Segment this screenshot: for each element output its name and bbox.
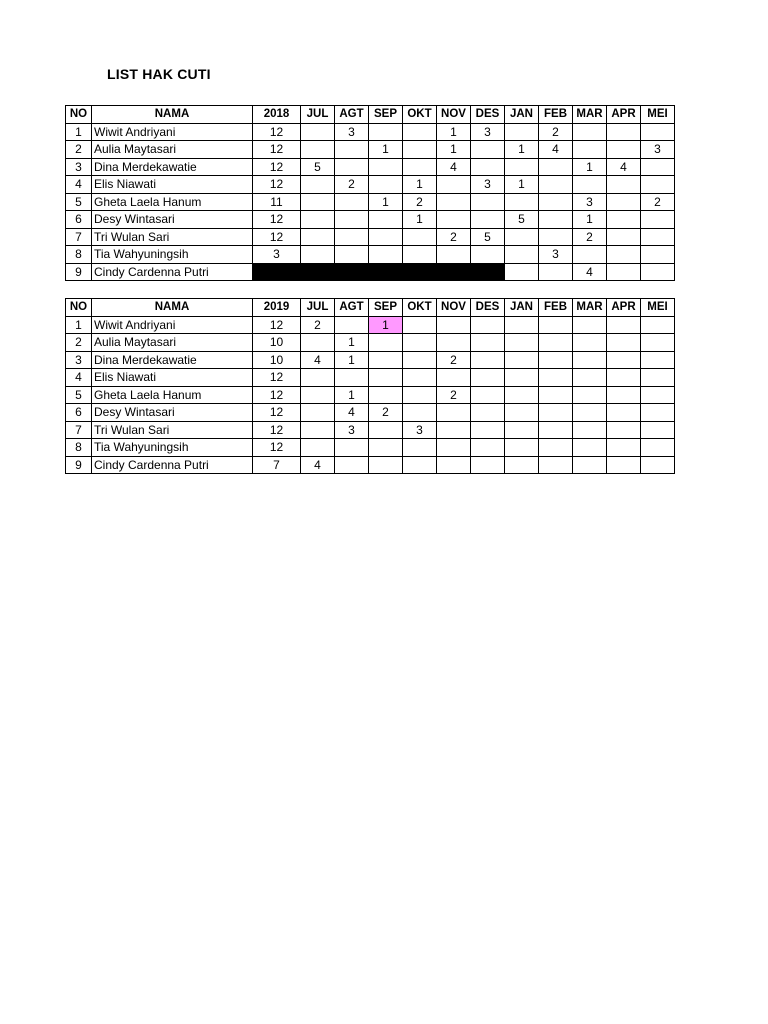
column-header: JUL bbox=[301, 299, 335, 317]
leave-cell bbox=[335, 158, 369, 176]
leave-cell bbox=[573, 351, 607, 369]
leave-cell bbox=[471, 456, 505, 474]
leave-cell bbox=[471, 439, 505, 457]
leave-cell bbox=[573, 369, 607, 387]
blacked-out-cells bbox=[253, 263, 505, 281]
leave-cell bbox=[437, 246, 471, 264]
leave-cell bbox=[301, 123, 335, 141]
leave-cell bbox=[301, 369, 335, 387]
leave-cell: 4 bbox=[573, 263, 607, 281]
row-number: 8 bbox=[66, 246, 92, 264]
column-header: DES bbox=[471, 106, 505, 124]
leave-cell bbox=[573, 456, 607, 474]
employee-name: Cindy Cardenna Putri bbox=[92, 263, 253, 281]
leave-cell bbox=[335, 439, 369, 457]
leave-cell bbox=[539, 334, 573, 352]
leave-cell: 1 bbox=[369, 316, 403, 334]
leave-cell: 3 bbox=[471, 176, 505, 194]
leave-cell: 2 bbox=[369, 404, 403, 422]
employee-name: Tia Wahyuningsih bbox=[92, 439, 253, 457]
leave-cell bbox=[301, 228, 335, 246]
leave-cell: 3 bbox=[335, 421, 369, 439]
row-number: 3 bbox=[66, 351, 92, 369]
leave-cell bbox=[301, 193, 335, 211]
leave-cell bbox=[607, 386, 641, 404]
table-row bbox=[66, 193, 675, 211]
column-header: AGT bbox=[335, 106, 369, 124]
leave-cell: 1 bbox=[573, 158, 607, 176]
leave-cell: 4 bbox=[539, 141, 573, 159]
leave-cell: 12 bbox=[253, 211, 301, 229]
leave-cell bbox=[607, 369, 641, 387]
column-header: 2019 bbox=[253, 299, 301, 317]
employee-name: Tri Wulan Sari bbox=[92, 228, 253, 246]
leave-cell bbox=[641, 316, 675, 334]
leave-cell bbox=[369, 369, 403, 387]
leave-cell bbox=[641, 369, 675, 387]
leave-cell bbox=[335, 141, 369, 159]
table-row bbox=[66, 246, 675, 264]
leave-cell bbox=[505, 158, 539, 176]
leave-cell bbox=[437, 404, 471, 422]
employee-name: Gheta Laela Hanum bbox=[92, 193, 253, 211]
leave-cell bbox=[471, 193, 505, 211]
leave-cell bbox=[607, 421, 641, 439]
table-row bbox=[66, 334, 675, 352]
leave-cell: 2 bbox=[403, 193, 437, 211]
leave-cell: 2 bbox=[335, 176, 369, 194]
leave-cell bbox=[539, 421, 573, 439]
employee-name: Wiwit Andriyani bbox=[92, 316, 253, 334]
leave-cell: 4 bbox=[607, 158, 641, 176]
column-header: NOV bbox=[437, 299, 471, 317]
leave-cell: 3 bbox=[403, 421, 437, 439]
leave-cell bbox=[539, 263, 573, 281]
leave-cell bbox=[573, 386, 607, 404]
column-header: FEB bbox=[539, 106, 573, 124]
leave-cell bbox=[471, 351, 505, 369]
column-header: MAR bbox=[573, 106, 607, 124]
leave-cell: 2 bbox=[437, 228, 471, 246]
leave-cell bbox=[505, 334, 539, 352]
leave-cell bbox=[437, 421, 471, 439]
row-number: 7 bbox=[66, 421, 92, 439]
leave-cell bbox=[573, 316, 607, 334]
leave-cell bbox=[607, 404, 641, 422]
table-row bbox=[66, 386, 675, 404]
leave-cell bbox=[471, 211, 505, 229]
leave-cell bbox=[641, 176, 675, 194]
leave-cell bbox=[403, 404, 437, 422]
leave-cell bbox=[539, 316, 573, 334]
table-header-row bbox=[66, 299, 675, 317]
leave-cell: 5 bbox=[471, 228, 505, 246]
employee-name: Tia Wahyuningsih bbox=[92, 246, 253, 264]
leave-cell: 12 bbox=[253, 439, 301, 457]
column-header: OKT bbox=[403, 106, 437, 124]
leave-cell bbox=[539, 176, 573, 194]
leave-cell: 10 bbox=[253, 351, 301, 369]
leave-cell bbox=[403, 316, 437, 334]
column-header: JAN bbox=[505, 106, 539, 124]
table-row bbox=[66, 228, 675, 246]
column-header: APR bbox=[607, 106, 641, 124]
leave-cell bbox=[539, 439, 573, 457]
page-title: LIST HAK CUTI bbox=[107, 66, 211, 82]
leave-cell: 12 bbox=[253, 141, 301, 159]
column-header: FEB bbox=[539, 299, 573, 317]
leave-cell: 4 bbox=[301, 456, 335, 474]
row-number: 3 bbox=[66, 158, 92, 176]
leave-cell: 1 bbox=[335, 334, 369, 352]
row-number: 4 bbox=[66, 369, 92, 387]
leave-cell bbox=[403, 228, 437, 246]
leave-cell: 1 bbox=[403, 176, 437, 194]
leave-cell bbox=[573, 176, 607, 194]
leave-cell: 4 bbox=[335, 404, 369, 422]
leave-cell: 2 bbox=[641, 193, 675, 211]
leave-cell: 7 bbox=[253, 456, 301, 474]
row-number: 6 bbox=[66, 404, 92, 422]
row-number: 9 bbox=[66, 456, 92, 474]
table-row bbox=[66, 439, 675, 457]
leave-cell: 12 bbox=[253, 228, 301, 246]
table-row bbox=[66, 211, 675, 229]
leave-cell bbox=[335, 193, 369, 211]
row-number: 8 bbox=[66, 439, 92, 457]
leave-cell bbox=[471, 404, 505, 422]
leave-cell bbox=[505, 369, 539, 387]
leave-cell: 4 bbox=[301, 351, 335, 369]
column-header: APR bbox=[607, 299, 641, 317]
leave-cell bbox=[607, 141, 641, 159]
leave-cell: 3 bbox=[471, 123, 505, 141]
leave-table-2019 bbox=[65, 298, 675, 474]
employee-name: Desy Wintasari bbox=[92, 211, 253, 229]
column-header: OKT bbox=[403, 299, 437, 317]
leave-cell: 2 bbox=[437, 386, 471, 404]
leave-cell bbox=[301, 334, 335, 352]
employee-name: Wiwit Andriyani bbox=[92, 123, 253, 141]
leave-cell bbox=[641, 421, 675, 439]
table-row bbox=[66, 158, 675, 176]
column-header: NO bbox=[66, 106, 92, 124]
leave-cell bbox=[607, 456, 641, 474]
leave-cell bbox=[641, 123, 675, 141]
leave-cell bbox=[607, 123, 641, 141]
leave-cell: 1 bbox=[437, 141, 471, 159]
leave-cell bbox=[539, 404, 573, 422]
leave-cell: 2 bbox=[573, 228, 607, 246]
leave-cell bbox=[539, 456, 573, 474]
leave-cell bbox=[505, 246, 539, 264]
column-header: JAN bbox=[505, 299, 539, 317]
leave-cell: 12 bbox=[253, 123, 301, 141]
row-number: 9 bbox=[66, 263, 92, 281]
leave-cell bbox=[471, 334, 505, 352]
column-header: NAMA bbox=[92, 106, 253, 124]
employee-name: Dina Merdekawatie bbox=[92, 158, 253, 176]
leave-cell: 12 bbox=[253, 386, 301, 404]
leave-cell: 12 bbox=[253, 158, 301, 176]
leave-cell bbox=[641, 158, 675, 176]
row-number: 1 bbox=[66, 123, 92, 141]
employee-name: Cindy Cardenna Putri bbox=[92, 456, 253, 474]
column-header: NO bbox=[66, 299, 92, 317]
leave-cell bbox=[335, 456, 369, 474]
leave-cell: 12 bbox=[253, 316, 301, 334]
row-number: 1 bbox=[66, 316, 92, 334]
leave-cell bbox=[641, 456, 675, 474]
leave-cell bbox=[505, 421, 539, 439]
leave-cell bbox=[403, 334, 437, 352]
leave-cell: 10 bbox=[253, 334, 301, 352]
leave-cell: 3 bbox=[253, 246, 301, 264]
leave-cell: 1 bbox=[335, 386, 369, 404]
leave-cell bbox=[471, 369, 505, 387]
leave-cell bbox=[505, 263, 539, 281]
employee-name: Aulia Maytasari bbox=[92, 141, 253, 159]
leave-cell bbox=[403, 246, 437, 264]
leave-cell bbox=[369, 386, 403, 404]
leave-cell bbox=[505, 228, 539, 246]
leave-cell bbox=[573, 123, 607, 141]
column-header: 2018 bbox=[253, 106, 301, 124]
column-header: MEI bbox=[641, 299, 675, 317]
leave-cell: 4 bbox=[437, 158, 471, 176]
table-row bbox=[66, 404, 675, 422]
leave-cell: 5 bbox=[505, 211, 539, 229]
leave-cell bbox=[505, 456, 539, 474]
employee-name: Tri Wulan Sari bbox=[92, 421, 253, 439]
leave-cell bbox=[505, 439, 539, 457]
leave-cell bbox=[641, 246, 675, 264]
row-number: 2 bbox=[66, 141, 92, 159]
leave-cell bbox=[505, 123, 539, 141]
leave-cell bbox=[335, 316, 369, 334]
leave-cell: 5 bbox=[301, 158, 335, 176]
leave-cell bbox=[539, 211, 573, 229]
leave-cell bbox=[403, 141, 437, 159]
leave-cell: 12 bbox=[253, 421, 301, 439]
table-row bbox=[66, 369, 675, 387]
table-row bbox=[66, 176, 675, 194]
leave-cell bbox=[437, 334, 471, 352]
column-header: NAMA bbox=[92, 299, 253, 317]
leave-cell bbox=[437, 369, 471, 387]
leave-cell bbox=[607, 228, 641, 246]
leave-cell bbox=[539, 228, 573, 246]
leave-table-2018 bbox=[65, 105, 675, 281]
leave-cell bbox=[505, 316, 539, 334]
leave-cell: 1 bbox=[403, 211, 437, 229]
employee-name: Elis Niawati bbox=[92, 369, 253, 387]
leave-cell bbox=[301, 176, 335, 194]
leave-cell bbox=[437, 211, 471, 229]
leave-cell: 12 bbox=[253, 404, 301, 422]
leave-cell bbox=[369, 351, 403, 369]
leave-cell bbox=[437, 439, 471, 457]
leave-cell: 3 bbox=[641, 141, 675, 159]
leave-cell bbox=[573, 439, 607, 457]
column-header: NOV bbox=[437, 106, 471, 124]
leave-cell bbox=[607, 439, 641, 457]
leave-cell bbox=[369, 334, 403, 352]
employee-name: Aulia Maytasari bbox=[92, 334, 253, 352]
table-row bbox=[66, 351, 675, 369]
leave-cell bbox=[471, 141, 505, 159]
leave-cell bbox=[301, 386, 335, 404]
leave-cell bbox=[539, 193, 573, 211]
leave-cell bbox=[403, 386, 437, 404]
leave-cell bbox=[369, 421, 403, 439]
leave-cell bbox=[301, 211, 335, 229]
leave-cell bbox=[471, 246, 505, 264]
row-number: 5 bbox=[66, 386, 92, 404]
leave-cell: 1 bbox=[505, 141, 539, 159]
employee-name: Gheta Laela Hanum bbox=[92, 386, 253, 404]
leave-cell bbox=[437, 456, 471, 474]
row-number: 5 bbox=[66, 193, 92, 211]
leave-cell bbox=[641, 439, 675, 457]
row-number: 4 bbox=[66, 176, 92, 194]
leave-cell bbox=[641, 386, 675, 404]
leave-cell bbox=[471, 421, 505, 439]
leave-cell: 1 bbox=[573, 211, 607, 229]
leave-cell bbox=[369, 211, 403, 229]
table-header-row bbox=[66, 106, 675, 124]
leave-cell bbox=[641, 351, 675, 369]
leave-cell bbox=[335, 246, 369, 264]
leave-cell bbox=[607, 351, 641, 369]
leave-cell: 2 bbox=[301, 316, 335, 334]
leave-cell bbox=[301, 141, 335, 159]
leave-cell bbox=[539, 386, 573, 404]
leave-cell bbox=[471, 316, 505, 334]
table-row bbox=[66, 316, 675, 334]
leave-cell bbox=[641, 404, 675, 422]
table-row bbox=[66, 421, 675, 439]
leave-cell bbox=[573, 246, 607, 264]
leave-cell bbox=[403, 369, 437, 387]
leave-cell bbox=[403, 158, 437, 176]
leave-cell bbox=[607, 176, 641, 194]
leave-cell bbox=[505, 193, 539, 211]
leave-cell bbox=[403, 351, 437, 369]
row-number: 2 bbox=[66, 334, 92, 352]
leave-cell bbox=[369, 439, 403, 457]
leave-cell bbox=[641, 263, 675, 281]
leave-cell: 1 bbox=[505, 176, 539, 194]
leave-cell: 3 bbox=[573, 193, 607, 211]
leave-cell bbox=[335, 211, 369, 229]
table-row bbox=[66, 123, 675, 141]
row-number: 6 bbox=[66, 211, 92, 229]
leave-cell bbox=[505, 404, 539, 422]
leave-cell bbox=[641, 211, 675, 229]
leave-cell bbox=[301, 439, 335, 457]
leave-cell bbox=[369, 158, 403, 176]
leave-cell bbox=[607, 263, 641, 281]
table-row bbox=[66, 456, 675, 474]
leave-cell bbox=[437, 193, 471, 211]
leave-cell bbox=[301, 404, 335, 422]
leave-cell bbox=[607, 193, 641, 211]
leave-cell: 3 bbox=[539, 246, 573, 264]
column-header: SEP bbox=[369, 106, 403, 124]
leave-cell bbox=[369, 246, 403, 264]
row-number: 7 bbox=[66, 228, 92, 246]
leave-cell bbox=[335, 369, 369, 387]
leave-cell bbox=[403, 456, 437, 474]
leave-cell bbox=[403, 439, 437, 457]
leave-cell bbox=[369, 176, 403, 194]
employee-name: Elis Niawati bbox=[92, 176, 253, 194]
column-header: SEP bbox=[369, 299, 403, 317]
leave-cell: 11 bbox=[253, 193, 301, 211]
leave-cell bbox=[539, 369, 573, 387]
leave-cell: 3 bbox=[335, 123, 369, 141]
leave-cell: 12 bbox=[253, 176, 301, 194]
leave-cell bbox=[505, 351, 539, 369]
leave-cell: 12 bbox=[253, 369, 301, 387]
leave-cell bbox=[607, 334, 641, 352]
leave-cell bbox=[403, 123, 437, 141]
leave-cell bbox=[573, 404, 607, 422]
leave-cell bbox=[505, 386, 539, 404]
leave-cell bbox=[641, 334, 675, 352]
leave-cell: 1 bbox=[369, 141, 403, 159]
leave-cell: 2 bbox=[539, 123, 573, 141]
table-row bbox=[66, 141, 675, 159]
leave-cell bbox=[607, 211, 641, 229]
leave-cell bbox=[573, 421, 607, 439]
leave-cell bbox=[539, 351, 573, 369]
leave-cell bbox=[573, 141, 607, 159]
leave-cell bbox=[471, 386, 505, 404]
leave-cell bbox=[437, 176, 471, 194]
leave-cell bbox=[641, 228, 675, 246]
column-header: JUL bbox=[301, 106, 335, 124]
table-row bbox=[66, 263, 675, 281]
leave-cell bbox=[301, 246, 335, 264]
leave-cell bbox=[369, 456, 403, 474]
column-header: MAR bbox=[573, 299, 607, 317]
leave-cell: 1 bbox=[369, 193, 403, 211]
leave-cell bbox=[335, 228, 369, 246]
column-header: DES bbox=[471, 299, 505, 317]
leave-cell bbox=[607, 246, 641, 264]
column-header: MEI bbox=[641, 106, 675, 124]
leave-cell bbox=[539, 158, 573, 176]
employee-name: Desy Wintasari bbox=[92, 404, 253, 422]
leave-cell bbox=[369, 123, 403, 141]
leave-cell bbox=[301, 421, 335, 439]
employee-name: Dina Merdekawatie bbox=[92, 351, 253, 369]
leave-cell bbox=[573, 334, 607, 352]
leave-cell bbox=[607, 316, 641, 334]
leave-cell bbox=[369, 228, 403, 246]
leave-cell: 1 bbox=[437, 123, 471, 141]
leave-cell bbox=[471, 158, 505, 176]
leave-cell: 1 bbox=[335, 351, 369, 369]
column-header: AGT bbox=[335, 299, 369, 317]
leave-cell: 2 bbox=[437, 351, 471, 369]
leave-cell bbox=[437, 316, 471, 334]
